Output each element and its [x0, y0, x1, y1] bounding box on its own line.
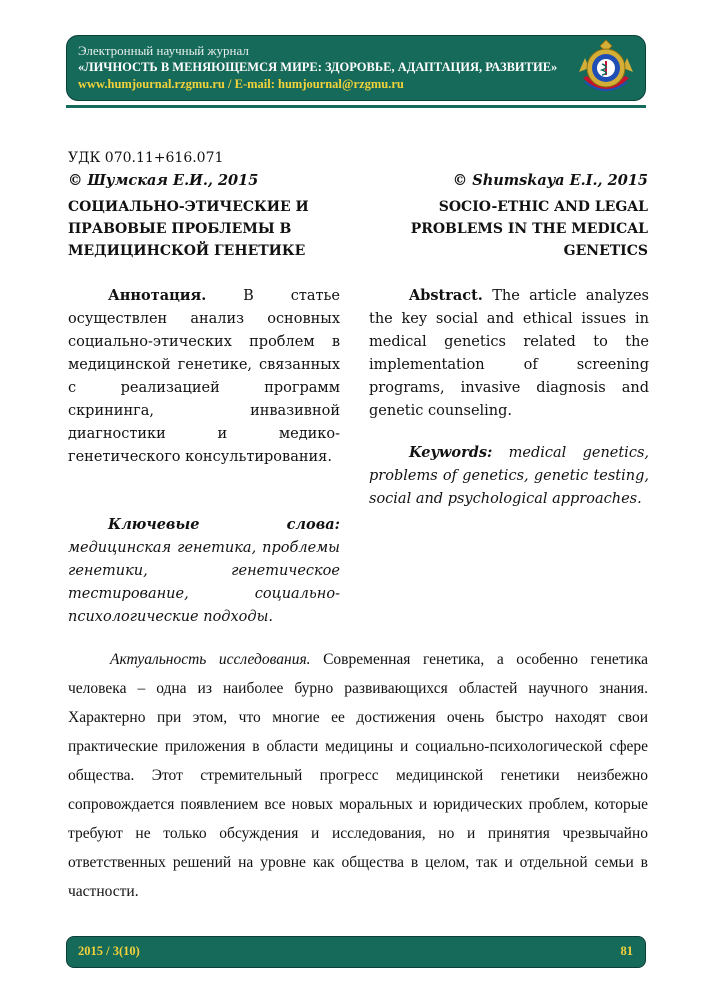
udk-code: УДК 070.11+616.071	[68, 150, 224, 166]
abstract-text-en: The article analyzes the key social and ethical issues in medical genetics related to the implementation of screening programs, invasive diagnosis and genetic counseling.	[369, 288, 649, 419]
issue-number: 2015 / 3(10)	[78, 944, 140, 958]
title-en: SOCIO-ETHIC AND LEGAL PROBLEMS IN THE MEDICAL GENETICS	[410, 199, 648, 259]
journal-footer	[66, 936, 646, 968]
header-divider	[66, 105, 646, 108]
keywords-text-ru: медицинская генетика, проблемы генетики, генетическое тестирование, социально-психологические подходы.	[68, 540, 340, 625]
keywords-label-en: Keywords:	[409, 444, 493, 461]
journal-info	[78, 42, 557, 93]
title-ru: СОЦИАЛЬНО-ЭТИЧЕСКИЕ И ПРАВОВЫЕ ПРОБЛЕМЫ В МЕДИЦИНСКОЙ ГЕНЕТИКЕ	[68, 199, 309, 259]
abstract-label-en: Abstract.	[409, 287, 483, 304]
journal-title: «ЛИЧНОСТЬ В МЕНЯЮЩЕМСЯ МИРЕ: ЗДОРОВЬЕ, АДАПТАЦИЯ, РАЗВИТИЕ»	[78, 60, 558, 74]
university-emblem-icon	[577, 38, 635, 100]
journal-type: Электронный научный журнал	[78, 43, 249, 58]
keywords-en	[369, 441, 649, 511]
author-en: © Shumskaya E.I., 2015	[452, 172, 648, 189]
keywords-text-en: medical genetics, problems of genetics, genetic testing, social and psychological approaches.	[369, 445, 649, 507]
abstract-label-ru: Аннотация.	[108, 287, 207, 304]
page-number: 81	[620, 944, 633, 958]
keywords-ru	[68, 513, 340, 629]
journal-header	[66, 35, 646, 101]
abstract-ru	[68, 284, 340, 469]
body-paragraph	[68, 645, 648, 906]
keywords-label-ru: Ключевые слова:	[108, 516, 340, 533]
abstract-en	[369, 284, 649, 423]
author-ru: © Шумская Е.И., 2015	[68, 172, 259, 189]
journal-contacts: www.humjournal.rzgmu.ru / E-mail: humjournal@rzgmu.ru	[78, 77, 404, 91]
body-lead: Актуальность исследования.	[110, 651, 311, 668]
body-text: Современная генетика, а особенно генетика человека – одна из наиболее бурно развивающихся областей научного знания. Характерно при этом, что многие ее достижения очень быстро находят свои практические приложения в области медицины и социально-психологической сфере общества. Этот стремительный прогресс медицинской генетики неизбежно сопровождается появлением все новых моральных и юридических проблем, которые требуют не только обсуждения и исследования, но и принятия чрезвычайно ответственных решений на уровне как общества в целом, так и отдельной семьи в частности.	[68, 651, 648, 900]
abstract-text-ru: В статье осуществлен анализ основных социально-этических проблем в медицинской генетике, связанных с реализацией программ скрининга, инвазивной диагностики и медико-генетического консультирования.	[68, 288, 340, 465]
